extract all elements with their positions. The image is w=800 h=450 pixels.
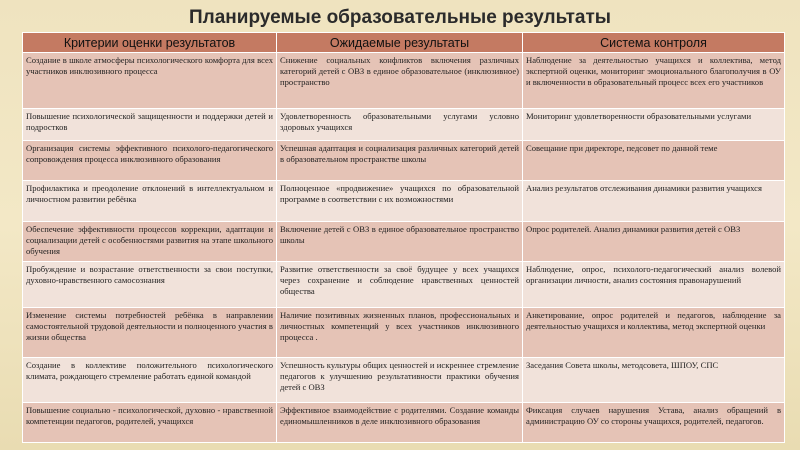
table-row <box>23 403 785 443</box>
cell-expected: Удовлетворенность образовательными услугами условно здоровых учащихся <box>277 109 523 141</box>
cell-criteria: Профилактика и преодоление отклонений в интеллектуальном и личностном развитии ребёнка <box>23 181 277 222</box>
table-row <box>23 141 785 181</box>
cell-control: Наблюдение, опрос, психолого-педагогический анализ волевой организации личности, анализ состояния правонарушений <box>523 262 785 308</box>
cell-criteria: Изменение системы потребностей ребёнка в направлении самостоятельной трудовой деятельности и полноценного участия в жизни общества <box>23 308 277 358</box>
cell-control: Наблюдение за деятельностью учащихся и коллектива, метод экспертной оценки, мониторинг эмоционального благополучия в ОУ и включенности в образовательный процесс всех его участников <box>523 53 785 109</box>
cell-expected: Успешная адаптация и социализация различных категорий детей в образовательном пространстве школы <box>277 141 523 181</box>
table-row <box>23 181 785 222</box>
table-header-row <box>23 33 785 53</box>
header-control: Система контроля <box>523 33 785 53</box>
cell-expected: Успешность культуры общих ценностей и искреннее стремление педагогов к улучшению результативности практики обучения детей с ОВЗ <box>277 358 523 403</box>
cell-expected: Наличие позитивных жизненных планов, профессиональных и личностных компетенций у всех участников инклюзивного процесса . <box>277 308 523 358</box>
table-row <box>23 262 785 308</box>
cell-criteria: Повышение психологической защищенности и поддержки детей и подростков <box>23 109 277 141</box>
cell-criteria: Пробуждение и возрастание ответственности за свои поступки, духовно-нравственного самосознания <box>23 262 277 308</box>
cell-criteria: Повышение социально - психологической, духовно - нравственной компетенции педагогов, родителей, учащихся <box>23 403 277 443</box>
header-expected: Ожидаемые результаты <box>277 33 523 53</box>
cell-criteria: Создание в школе атмосферы психологического комфорта для всех участников инклюзивного процесса <box>23 53 277 109</box>
cell-control: Анкетирование, опрос родителей и педагогов, наблюдение за деятельностью учащихся и коллектива, метод экспертной оценки <box>523 308 785 358</box>
page-title: Планируемые образовательные результаты <box>189 7 611 28</box>
cell-control: Совещание при директоре, педсовет по данной теме <box>523 141 785 181</box>
cell-expected: Полноценное «продвижение» учащихся по образовательной программе в соответствии с их возможностями <box>277 181 523 222</box>
header-criteria: Критерии оценки результатов <box>23 33 277 53</box>
cell-expected: Эффективное взаимодействие с родителями. Создание команды единомышленников в деле инклюзивного образования <box>277 403 523 443</box>
cell-control: Опрос родителей. Анализ динамики развития детей с ОВЗ <box>523 222 785 262</box>
cell-control: Фиксация случаев нарушения Устава, анализ обращений в администрацию ОУ со стороны учащихся, родителей, педагогов. <box>523 403 785 443</box>
cell-criteria: Создание в коллективе положительного психологического климата, рождающего стремление работать единой командой <box>23 358 277 403</box>
cell-criteria: Организация системы эффективного психолого-педагогического сопровождения процесса инклюзивного образования <box>23 141 277 181</box>
cell-control: Анализ результатов отслеживания динамики развития учащихся <box>523 181 785 222</box>
results-table <box>22 32 785 443</box>
cell-expected: Включение детей с ОВЗ в единое образовательное пространство школы <box>277 222 523 262</box>
cell-expected: Снижение социальных конфликтов включения различных категорий детей с ОВЗ в единое образовательное (инклюзивное) пространство <box>277 53 523 109</box>
cell-control: Заседания Совета школы, методсовета, ШПОУ, СПС <box>523 358 785 403</box>
table-row <box>23 109 785 141</box>
cell-control: Мониторинг удовлетворенности образовательными услугами <box>523 109 785 141</box>
table-row <box>23 358 785 403</box>
cell-criteria: Обеспечение эффективности процессов коррекции, адаптации и социализации детей с особенностями развития на этапе школьного обучения <box>23 222 277 262</box>
table-row <box>23 308 785 358</box>
table-row <box>23 222 785 262</box>
table-row <box>23 53 785 109</box>
cell-expected: Развитие ответственности за своё будущее у всех учащихся через сохранение и соблюдение нравственных ценностей общества <box>277 262 523 308</box>
